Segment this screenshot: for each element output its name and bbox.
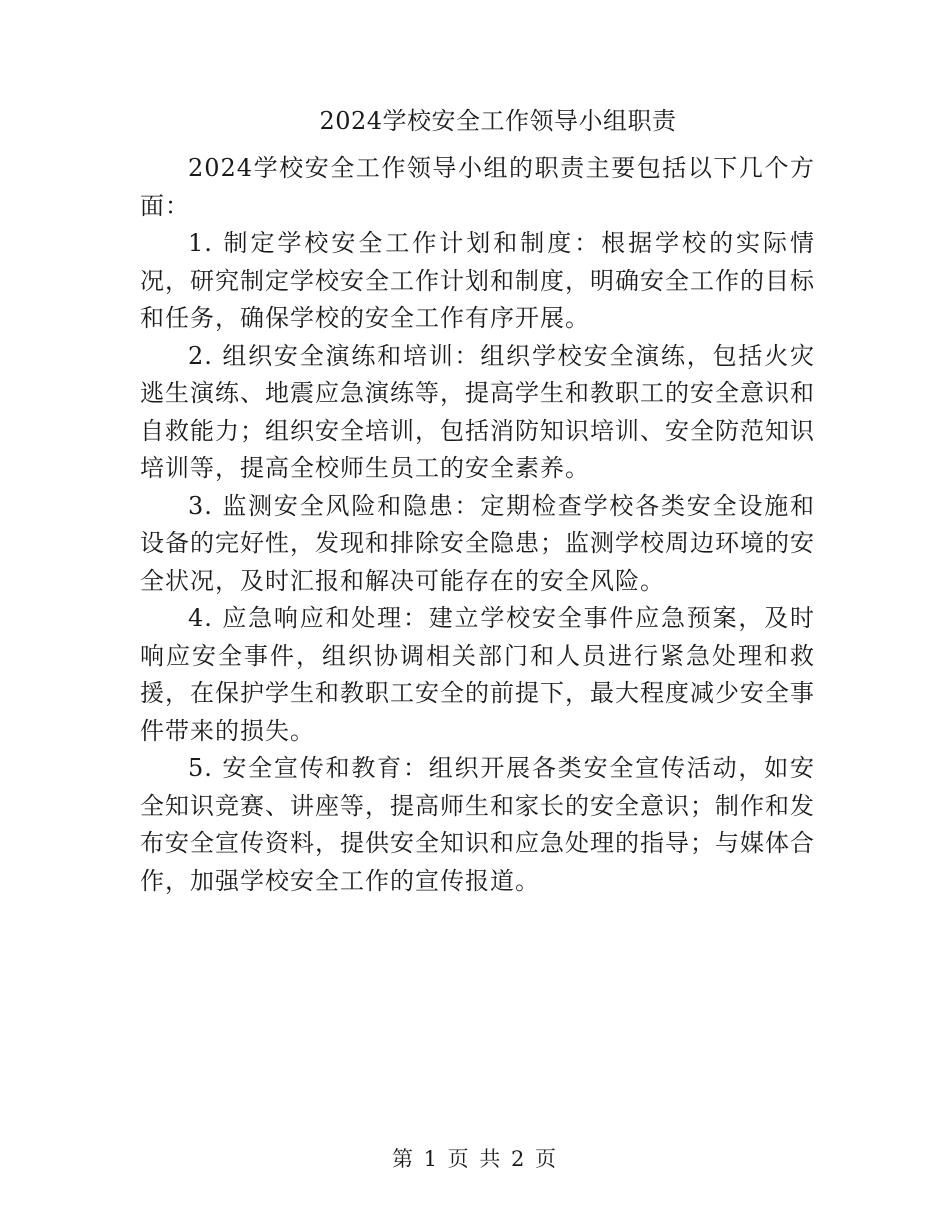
page-number-footer: 第 1 页 共 2 页 [391, 1147, 559, 1171]
document-title: 2024学校安全工作领导小组职责 [319, 107, 677, 135]
duty-item-1: 1. 制定学校安全工作计划和制度：根据学校的实际情况，研究制定学校安全工作计划和制度，明确安全工作的目标和任务，确保学校的安全工作有序开展。 [140, 229, 815, 332]
duty-item-5: 5. 安全宣传和教育：组织开展各类安全宣传活动，如安全知识竞赛、讲座等，提高师生和家长的安全意识；制作和发布安全宣传资料，提供安全知识和应急处理的指导；与媒体合作，加强学校安全工作的宣传报道。 [140, 754, 815, 895]
duty-item-4: 4. 应急响应和处理：建立学校安全事件应急预案，及时响应安全事件，组织协调相关部门和人员进行紧急处理和救援，在保护学生和教职工安全的前提下，最大程度减少安全事件带来的损失。 [140, 604, 815, 745]
document-body [140, 150, 815, 900]
duty-item-3: 3. 监测安全风险和隐患：定期检查学校各类安全设施和设备的完好性，发现和排除安全隐患；监测学校周边环境的安全状况，及时汇报和解决可能存在的安全风险。 [140, 491, 815, 595]
intro-paragraph: 2024学校安全工作领导小组的职责主要包括以下几个方面： [140, 154, 815, 220]
duty-item-2: 2. 组织安全演练和培训：组织学校安全演练，包括火灾逃生演练、地震应急演练等，提高学生和教职工的安全意识和自救能力；组织安全培训，包括消防知识培训、安全防范知识培训等，提高全校师生员工的安全素养。 [140, 341, 815, 482]
